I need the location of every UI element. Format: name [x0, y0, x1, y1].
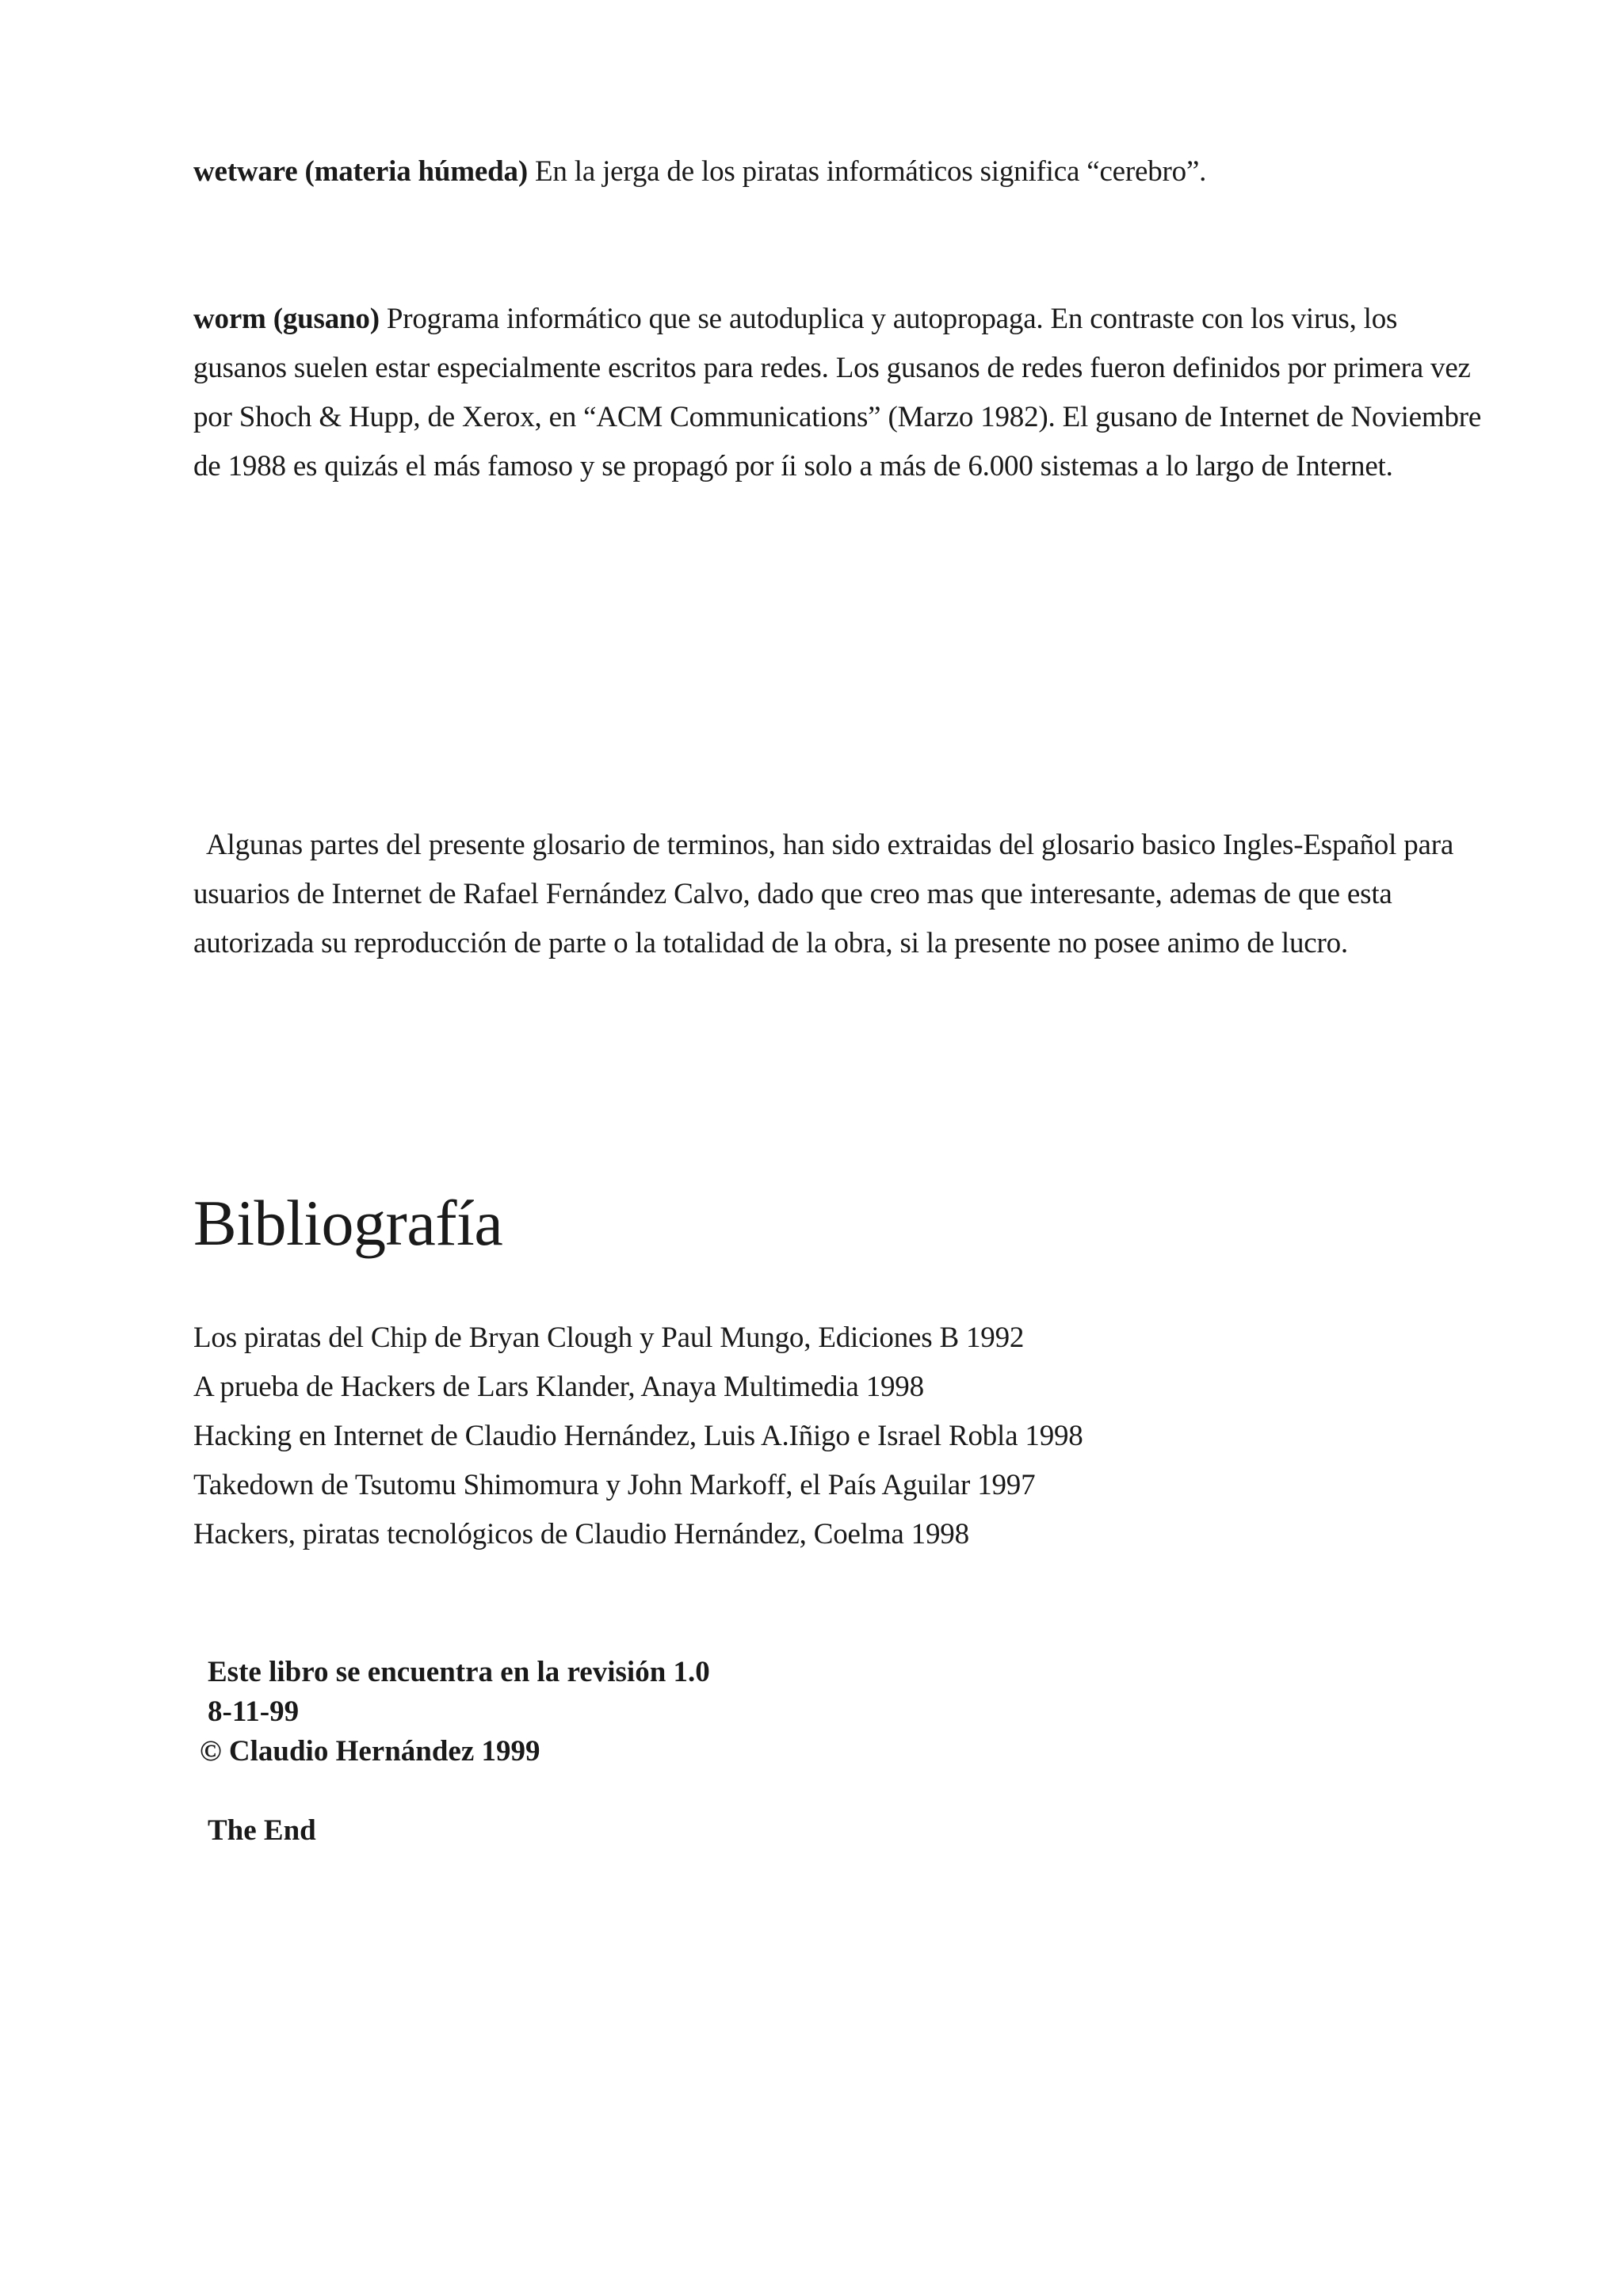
- colophon: [200, 1653, 710, 1772]
- glossary-entry-worm: [193, 295, 1493, 491]
- bibliography-item: Los piratas del Chip de Bryan Clough y Paul Mungo, Ediciones B 1992: [193, 1322, 1025, 1354]
- bibliography-item: Takedown de Tsutomu Shimomura y John Markoff, el País Aguilar 1997: [193, 1469, 1036, 1501]
- attribution-text: Algunas partes del presente glosario de terminos, han sido extraidas del glosario basico Ingles-Español para usuarios de Internet de Rafael Fernández Calvo, dado que creo mas que interesante, ademas de que esta autorizada su reproducción de parte o la totalidad de la obra, si la presente no posee animo de lucro.: [193, 829, 1454, 959]
- attribution-paragraph: [193, 821, 1493, 968]
- revision-date: 8-11-99: [208, 1695, 300, 1728]
- bibliography-item: Hacking en Internet de Claudio Hernández, Luis A.Iñigo e Israel Robla 1998: [193, 1420, 1083, 1452]
- copyright-line: © Claudio Hernández 1999: [200, 1735, 540, 1768]
- glossary-definition: Programa informático que se autoduplica y autopropaga. En contraste con los virus, los gusanos suelen estar especialmente escritos para redes. Los gusanos de redes fueron definidos por primera vez por Shoch & Hupp, de Xerox, en “ACM Communications” (Marzo 1982). El gusano de Internet de Noviembre de 1988 es quizás el más famoso y se propagó por íi solo a más de 6.000 sistemas a lo largo de Internet.: [193, 303, 1482, 482]
- glossary-term: wetware (materia húmeda): [193, 155, 528, 188]
- bibliography-item: Hackers, piratas tecnológicos de Claudio Hernández, Coelma 1998: [193, 1518, 969, 1550]
- glossary-term: worm (gusano): [193, 303, 380, 335]
- glossary-entry-wetware: [193, 147, 1493, 196]
- bibliography-item: A prueba de Hackers de Lars Klander, Anaya Multimedia 1998: [193, 1371, 924, 1403]
- bibliography-list: [193, 1314, 1083, 1559]
- bibliography-heading: Bibliografía: [193, 1187, 503, 1259]
- glossary-definition: En la jerga de los piratas informáticos significa “cerebro”.: [527, 155, 1207, 188]
- the-end-label: The End: [208, 1814, 316, 1847]
- revision-line: Este libro se encuentra en la revisión 1.0: [208, 1656, 710, 1688]
